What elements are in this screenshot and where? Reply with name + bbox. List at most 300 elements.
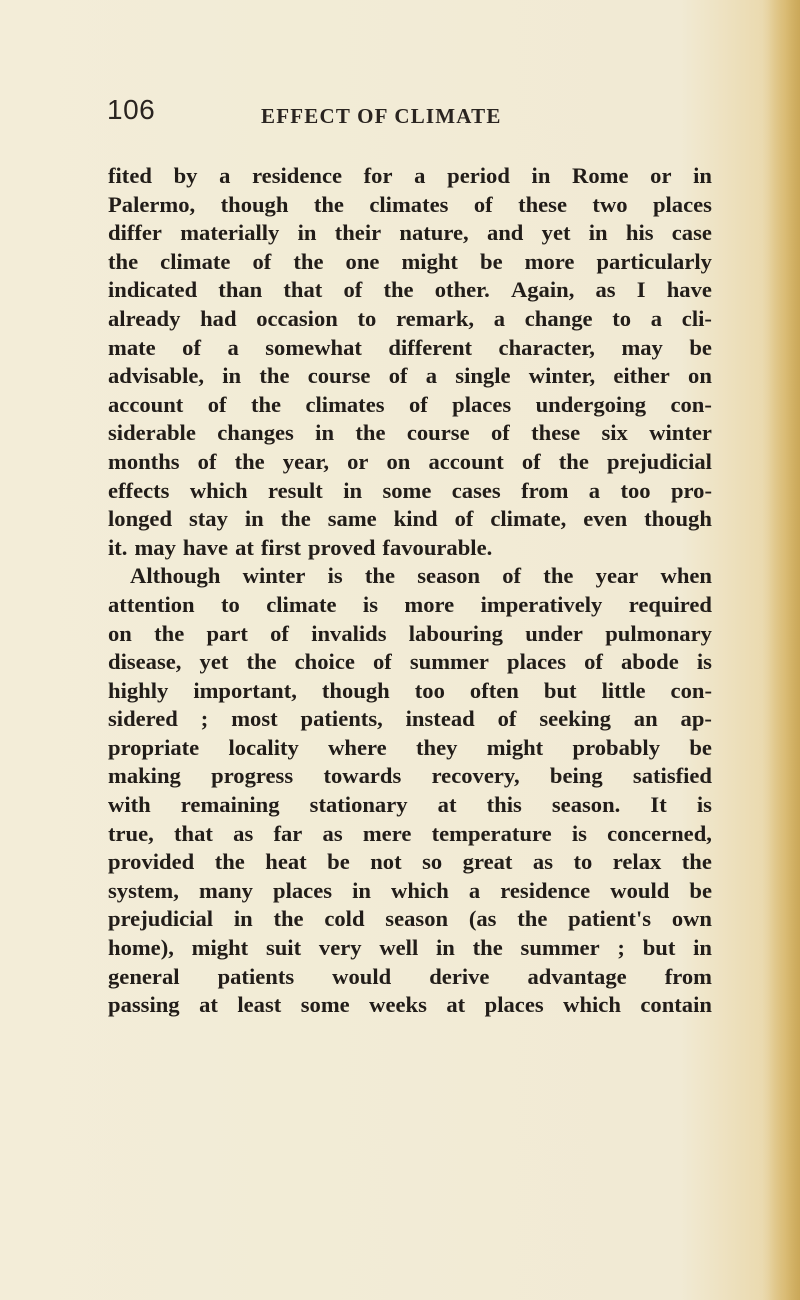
word: somewhat [265,334,362,360]
word: have [182,534,229,560]
word: for [363,163,393,188]
word: had [200,305,237,331]
word: contain [640,992,712,1018]
word: climate, [490,506,567,532]
word: result [268,477,323,503]
text-line [108,677,712,706]
word: year [595,563,639,589]
word: mate [108,334,156,360]
word: places [507,649,567,675]
word: cases [451,477,501,503]
word: prejudicial [606,448,712,474]
word: yet [541,220,571,246]
word: account [108,391,184,417]
word: ; [617,935,625,961]
text-line [108,762,712,791]
word: by [173,163,198,188]
word: very [318,935,362,961]
word: of [473,191,493,217]
word: invalids [311,620,387,646]
word: of [182,334,201,360]
word: mere [362,820,412,846]
word: in [693,163,712,188]
word: being [549,763,603,789]
word: be [480,248,503,274]
word: system, [108,877,179,903]
word: longed [108,506,173,532]
word: great [462,849,513,875]
word: the [259,363,290,389]
word: stay [188,506,228,532]
word: as [322,820,343,846]
word: of [197,448,217,474]
text-line [108,934,712,963]
word: would [610,877,670,903]
text-line [108,905,712,934]
word: general [108,963,180,989]
word: which [189,477,248,503]
word: though [220,191,289,217]
word: of [270,620,289,646]
word: imperatively [480,591,603,617]
word: to [573,849,593,875]
word: prejudicial [108,906,214,932]
word: true, [108,820,154,846]
text-line [108,734,712,763]
word: part [206,620,248,646]
page-edge-shadow [762,0,800,1300]
text-line [108,477,712,506]
word: as [595,277,616,303]
text-line [108,991,712,1020]
word: it. [108,534,128,560]
word: but [543,677,577,703]
word: though [321,677,390,703]
word: undergoing [535,391,647,417]
word: disease, [108,649,182,675]
word: so [422,849,443,875]
word: recovery, [431,763,520,789]
word: six [601,420,628,446]
word: as [233,820,254,846]
word: a [493,305,506,331]
word: would [332,963,392,989]
word: propriate [108,734,200,760]
word: of [252,248,272,274]
body-text [108,162,712,1020]
word: their [334,220,382,246]
word: the [214,849,245,875]
word: which [563,992,621,1018]
word: a [588,477,601,503]
word: these [518,191,568,217]
word: as [532,849,553,875]
word: on [108,620,132,646]
word: the [313,191,344,217]
word: advantage [527,963,627,989]
word: patients [217,963,295,989]
word: but [642,935,676,961]
text-line [108,505,712,534]
word: of [584,649,603,675]
word: highly [108,677,169,703]
word: instead [405,706,475,732]
word: con- [670,677,712,703]
word: satisfied [632,763,712,789]
text-line [108,162,712,191]
word: of [388,363,408,389]
word: the [280,506,311,532]
text-line [108,791,712,820]
word: of [372,649,392,675]
word: important, [193,677,297,703]
text-line [108,620,712,649]
text-line [108,848,712,877]
word: places [452,391,512,417]
word: is [696,792,712,818]
word: pro- [670,477,712,503]
word: may [134,534,176,560]
word: well [379,935,419,961]
word: some [300,992,350,1018]
word: period [447,163,510,188]
text-line [108,362,712,391]
word: different [388,334,473,360]
word: favourable. [382,534,493,560]
word: which [391,877,449,903]
word: be [689,334,712,360]
word: advisable, [108,363,205,389]
word: in [297,220,317,246]
word: winter [649,420,712,446]
word: months [108,448,180,474]
word: single [455,363,511,389]
word: and [486,220,524,246]
word: probably [572,734,661,760]
word: character, [498,334,595,360]
word: the [250,391,282,417]
word: in [343,477,363,503]
word: choice [294,649,355,675]
word: the [154,620,185,646]
word: climate [266,591,337,617]
word: far [273,820,303,846]
word: be [689,734,712,760]
word: places [484,992,544,1018]
word: in [531,163,551,188]
text-line [108,648,712,677]
word: in [222,363,242,389]
text-line [108,334,712,363]
word: patients, [300,706,383,732]
word: places [273,877,333,903]
word: of [497,706,517,732]
word: where [328,734,387,760]
word: might [191,935,249,961]
word: have [666,277,712,303]
text-line [108,248,712,277]
word: or [650,163,672,188]
word: in [352,877,371,903]
word: of [502,563,522,589]
text-line [108,305,712,334]
word: making [108,763,181,789]
word: course [406,420,470,446]
word: year, [282,448,329,474]
text-line [108,534,712,563]
word: weeks [369,992,427,1018]
word: pulmonary [605,620,712,646]
word: some [382,477,432,503]
word: most [231,706,278,732]
word: that [174,820,213,846]
word: passing [108,992,180,1018]
word: indicated [108,277,198,303]
word: remark, [396,305,475,331]
word: first [260,534,302,560]
word: might [486,734,544,760]
word: may [621,334,663,360]
running-head: EFFECT OF CLIMATE [261,104,502,128]
word: little [601,677,646,703]
word: to [357,305,377,331]
word: differ [108,220,162,246]
word: the [234,448,265,474]
word: (as [468,906,497,932]
word: of [521,448,541,474]
word: in [436,935,455,961]
word: to [221,591,240,617]
word: yet [199,649,229,675]
word: from [664,963,712,989]
word: an [633,706,658,732]
word: one [345,248,380,274]
word: summer [409,649,489,675]
word: occasion [256,305,338,331]
word: relax [612,849,662,875]
word: even [583,506,628,532]
word: the [543,563,574,589]
text-line [108,219,712,248]
word: fited [108,163,152,188]
word: in [244,506,264,532]
word: a [650,305,663,331]
word: suit [265,935,302,961]
word: many [198,877,253,903]
text-line [108,820,712,849]
word: course [307,363,371,389]
word: at [437,792,457,818]
text-line [108,562,712,591]
word: might [401,248,458,274]
word: provided [108,849,195,875]
word: be [327,849,350,875]
word: same [327,506,377,532]
word: from [521,477,569,503]
word: account [428,448,504,474]
text-line [108,391,712,420]
word: a [468,877,481,903]
word: sidered [108,706,178,732]
word: the [273,906,304,932]
word: in [693,935,712,961]
word: season [385,906,449,932]
word: kind [393,506,438,532]
word: the [681,849,712,875]
word: on [386,448,411,474]
word: in [233,906,253,932]
word: proved [308,534,376,560]
word: under [525,620,583,646]
word: case [671,220,712,246]
word: the [517,906,548,932]
word: home), [108,935,174,961]
word: I [636,277,646,303]
word: a [227,334,239,360]
word: winter [242,563,306,589]
text-line [108,705,712,734]
word: either [613,363,670,389]
text-line [108,276,712,305]
word: season. [551,792,621,818]
word: though [644,506,712,532]
word: at [199,992,218,1018]
word: the [293,248,324,274]
word: siderable [108,420,196,446]
word: derive [429,963,490,989]
word: the [364,563,396,589]
word: the [246,649,277,675]
text-line [108,191,712,220]
word: concerned, [607,820,712,846]
word: least [237,992,282,1018]
word: a [425,363,438,389]
word: that [283,277,323,303]
word: at [235,534,254,560]
word: required [628,591,712,617]
word: abode [621,649,679,675]
word: materially [180,220,280,246]
word: heat [265,849,307,875]
word: more [524,248,575,274]
word: a [414,163,426,188]
word: be [689,877,712,903]
word: places [652,191,712,217]
word: his [625,220,654,246]
word: seeking [539,706,611,732]
word: It [650,792,667,818]
word: climates [305,391,385,417]
word: climate [160,248,231,274]
word: two [592,191,628,217]
word: not [370,849,402,875]
word: labouring [408,620,503,646]
word: Rome [572,163,629,188]
word: the [108,248,139,274]
word: the [472,935,503,961]
word: with [108,792,151,818]
word: of [490,420,510,446]
word: own [671,906,712,932]
word: too [620,477,651,503]
word: nature, [399,220,469,246]
word: cli- [681,305,712,331]
word: ap- [680,706,712,732]
word: of [454,506,474,532]
word: remaining [180,792,280,818]
word: is [362,591,378,617]
word: con- [670,391,712,417]
word: towards [323,763,402,789]
word: when [660,563,712,589]
word: this [486,792,522,818]
word: the [355,420,386,446]
word: or [347,448,369,474]
word: is [571,820,587,846]
word: is [696,649,712,675]
word: patient's [568,906,652,932]
word: attention [108,591,195,617]
word: change [524,305,593,331]
page-number: 106 [107,94,156,125]
word: effects [108,477,170,503]
word: the [383,277,414,303]
word: summer [520,935,600,961]
word: at [446,992,466,1018]
word: of [408,391,428,417]
text-line [108,963,712,992]
word: they [415,734,458,760]
text-line [108,419,712,448]
word: other. [434,277,490,303]
word: winter, [528,363,596,389]
word: on [688,363,712,389]
word: in [315,420,335,446]
text-line [108,448,712,477]
word: Although [130,563,221,589]
word: already [108,305,181,331]
word: in [588,220,608,246]
word: too [414,677,445,703]
word: temperature [431,820,552,846]
word: of [343,277,363,303]
word: progress [211,763,294,789]
word: locality [228,734,299,760]
word: than [218,277,263,303]
word: a [219,163,231,188]
word: more [404,591,455,617]
word: is [327,563,343,589]
word: Palermo, [108,191,196,217]
word: stationary [309,792,408,818]
text-line [108,877,712,906]
text-line [108,591,712,620]
word: to [612,305,632,331]
word: often [469,677,519,703]
word: ; [200,706,209,732]
word: residence [252,163,342,188]
word: changes [217,420,294,446]
word: season [417,563,481,589]
word: Again, [510,277,575,303]
word: particularly [596,248,712,274]
word: these [531,420,581,446]
word: the [558,448,589,474]
word: of [207,391,227,417]
word: cold [324,906,365,932]
word: residence [500,877,591,903]
word: climates [369,191,449,217]
